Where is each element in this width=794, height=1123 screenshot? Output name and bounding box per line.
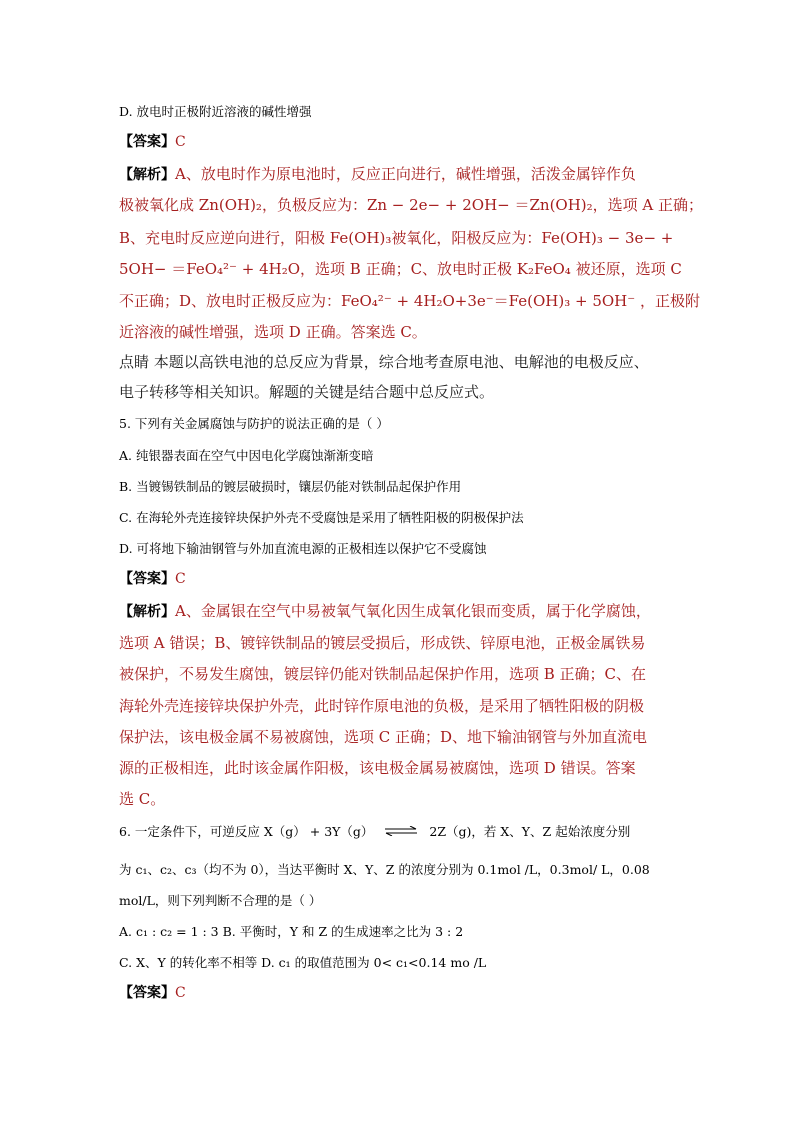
q5-analysis-line-6: 源的正极相连，此时该金属作阳极，该电极金属易被腐蚀，选项 D 错误。答案 <box>119 759 636 777</box>
q4-comment-line-1: 点睛 本题以高铁电池的总反应为背景，综合地考查原电池、电解池的电极反应、 <box>119 353 649 371</box>
q5-option-b: B. 当镀锡铁制品的镀层破损时，镶层仍能对铁制品起保护作用 <box>119 479 462 494</box>
q4-comment-line-2: 电子转移等相关知识。解题的关键是结合题中总反应式。 <box>119 383 495 401</box>
q6-line-2: 为 c₁、c₂、c₃（均不为 0），当达平衡时 X、Y、Z 的浓度分别为 0.1mol /L，0.3mol/ L，0.08 <box>119 862 650 877</box>
q4-option-d: D. 放电时正极附近溶液的碱性增强 <box>119 104 312 119</box>
answer-value: C <box>175 571 186 587</box>
answer-label: 【答案】 <box>119 571 175 587</box>
analysis-text: A、放电时作为原电池时，反应正向进行，碱性增强，活泼金属锌作负 <box>175 165 636 183</box>
q6-stem-part1: 6. 一定条件下，可逆反应 X（g） + 3Y（g） <box>119 824 374 839</box>
q4-analysis-line-2: 极被氧化成 Zn(OH)₂，负极反应为：Zn − 2e− + 2OH− ＝Zn(OH)₂，选项 A 正确； <box>119 196 704 214</box>
q6-answer <box>119 986 186 1000</box>
q4-analysis-line-4: 5OH− ＝FeO₄²⁻ + 4H₂O，选项 B 正确；C、放电时正极 K₂FeO₄ 被还原，选项 C <box>119 260 682 278</box>
equilibrium-arrow-icon <box>383 826 419 839</box>
q6-stem <box>119 826 630 839</box>
q5-analysis-line-4: 海轮外壳连接锌块保护外壳，此时锌作原电池的负极，是采用了牺牲阳极的阴极 <box>119 697 645 715</box>
q5-analysis-line-5: 保护法，该电极金属不易被腐蚀，选项 C 正确；D、地下输油钢管与外加直流电 <box>119 728 648 746</box>
q5-answer <box>119 572 186 586</box>
q4-analysis-line-3: B、充电时反应逆向进行，阳极 Fe(OH)₃被氧化，阳极反应为：Fe(OH)₃ − 3e− + <box>119 229 674 247</box>
q5-analysis-line-3: 被保护，不易发生腐蚀，镀层锌仍能对铁制品起保护作用，选项 B 正确；C、在 <box>119 665 647 683</box>
q4-analysis-line-6: 近溶液的碱性增强，选项 D 正确。答案选 C。 <box>119 323 427 341</box>
q5-option-c: C. 在海轮外壳连接锌块保护外壳不受腐蚀是采用了牺牲阳极的阴极保护法 <box>119 510 524 525</box>
q5-analysis-line-1 <box>119 604 651 619</box>
answer-label: 【答案】 <box>119 985 175 1001</box>
q5-option-d: D. 可将地下输油钢管与外加直流电源的正极相连以保护它不受腐蚀 <box>119 541 487 556</box>
q6-options-ab: A. c₁ : c₂ = 1 : 3 B. 平衡时，Y 和 Z 的生成速率之比为 3 : 2 <box>119 924 464 939</box>
q5-stem: 5. 下列有关金属腐蚀与防护的说法正确的是（ ） <box>119 416 389 431</box>
q5-analysis-line-7: 选 C。 <box>119 790 166 808</box>
q4-analysis-line-5: 不正确；D、放电时正极反应为：FeO₄²⁻ + 4H₂O+3e⁻＝Fe(OH)₃ + 5OH⁻ ，正极附 <box>119 292 700 310</box>
analysis-text: A、金属银在空气中易被氧气氧化因生成氧化银而变质，属于化学腐蚀， <box>175 602 651 620</box>
analysis-label: 【解析】 <box>119 604 175 620</box>
q4-answer <box>119 135 186 149</box>
q6-stem-part2: 2Z（g)，若 X、Y、Z 起始浓度分别 <box>429 824 631 839</box>
analysis-label: 【解析】 <box>119 167 175 183</box>
q5-option-a: A. 纯银器表面在空气中因电化学腐蚀渐渐变暗 <box>119 448 374 463</box>
q5-analysis-line-2: 选项 A 错误；B、镀锌铁制品的镀层受损后，形成铁、锌原电池，正极金属铁易 <box>119 634 646 652</box>
q6-line-3: mol/L，则下列判断不合理的是（ ） <box>119 893 322 908</box>
answer-label: 【答案】 <box>119 134 175 150</box>
q4-analysis-line-1 <box>119 167 636 182</box>
answer-value: C <box>175 134 186 150</box>
answer-value: C <box>175 985 186 1001</box>
q6-options-cd: C. X、Y 的转化率不相等 D. c₁ 的取值范围为 0< c₁<0.14 mo /L <box>119 955 487 970</box>
